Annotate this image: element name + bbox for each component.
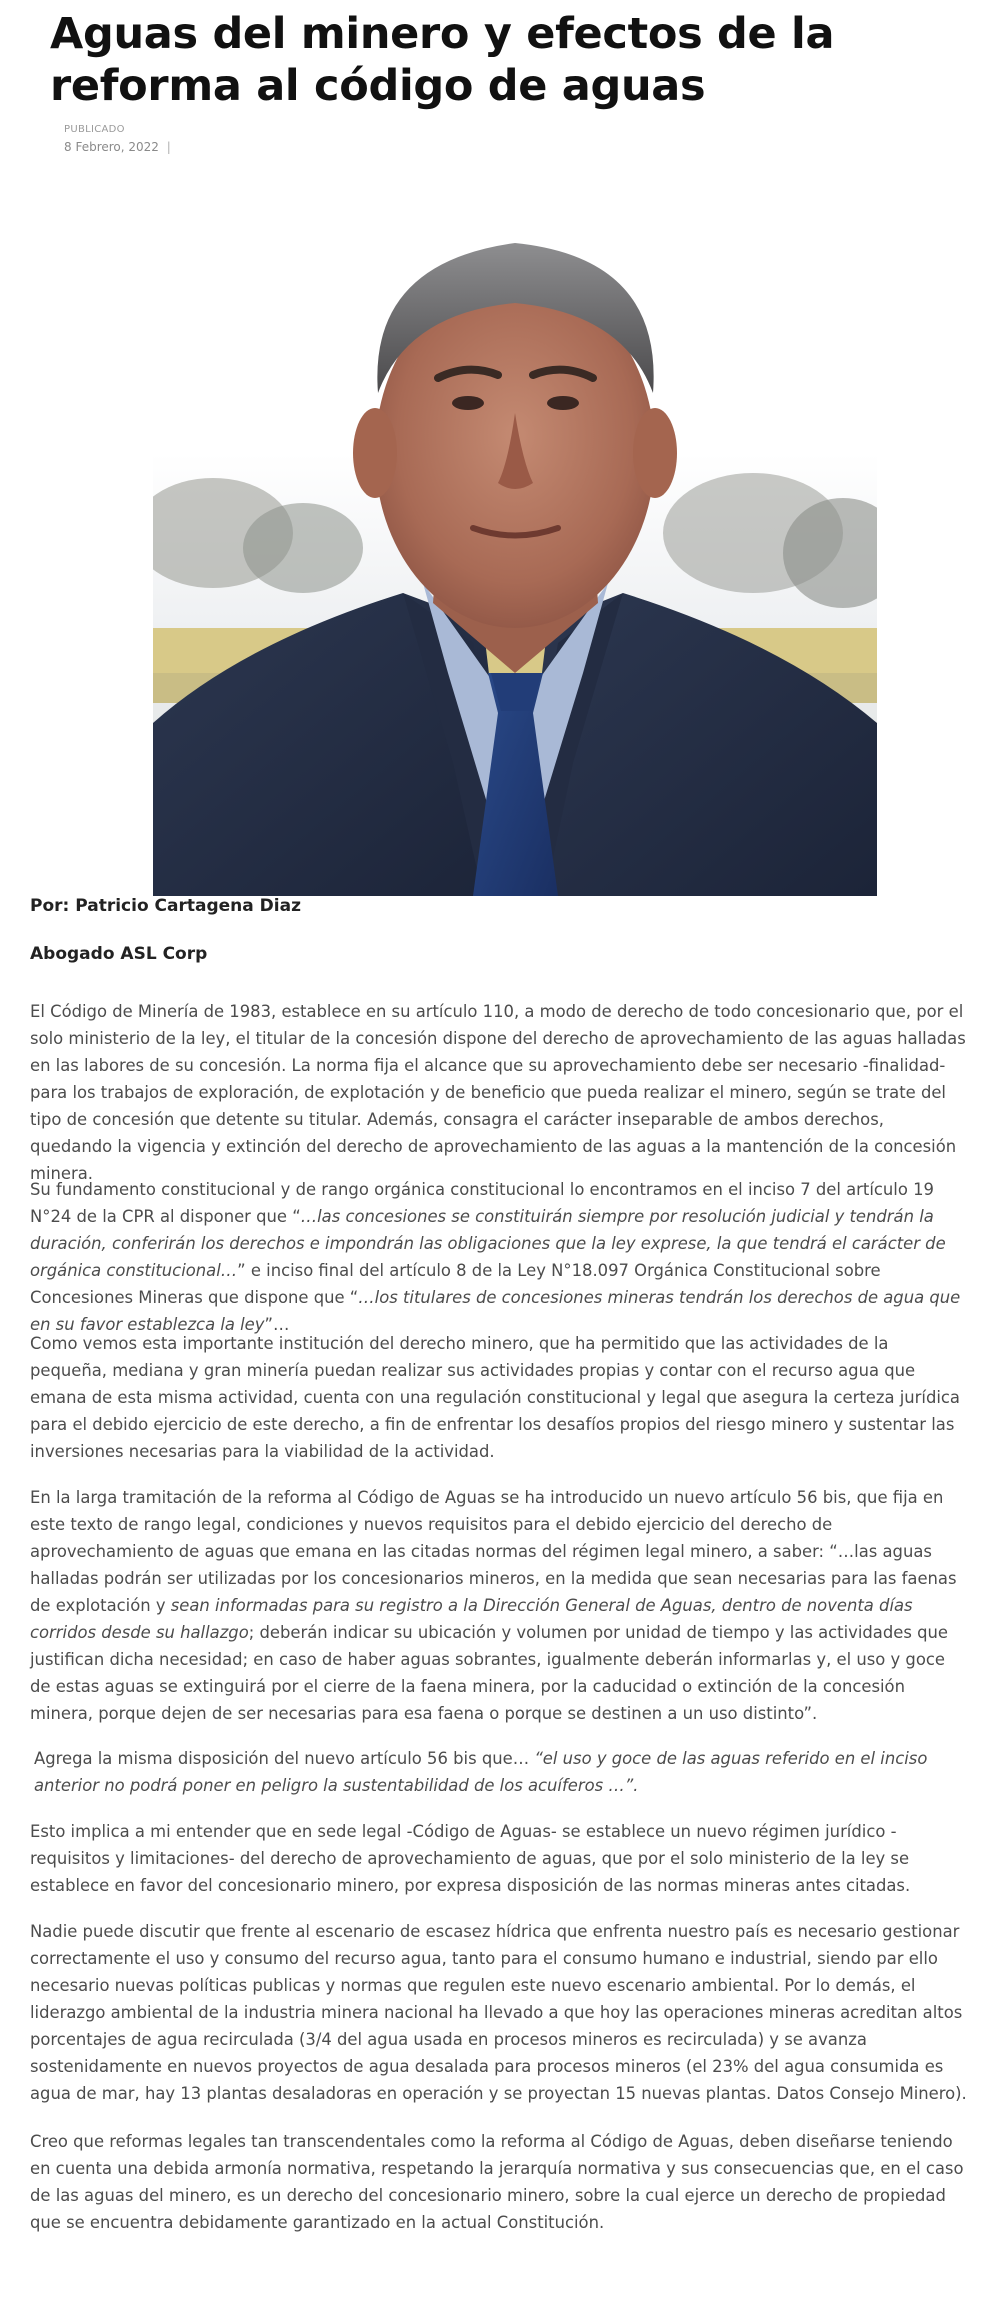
article-title: Aguas del minero y efectos de la reforma al código de aguas <box>50 9 835 111</box>
paragraph-5-quote: “el uso y goce de las aguas referido en el inciso anterior no podrá poner en peligro la sustentabilidad de los acuíferos …”. <box>34 1749 928 1795</box>
paragraph-2-quote-cpr: …las concesiones se constituirán siempre por resolución judicial y tendrán la duración, conferirán los derechos e impondrán las obligaciones que la ley exprese, la que tendrá el carácter de orgánica constitucional… <box>30 1207 946 1280</box>
paragraph-4-text-c: ; deberán indicar su ubicación y volumen por unidad de tiempo y las actividades que justifican dicha necesidad; en caso de haber aguas sobrantes, igualmente deberán informarlas y, el uso y goce de estas aguas se extinguirá por el cierre de la faena minera, por la caducidad o extinción de la concesión minera, porque dejen de ser necesarias para esa faena o porque se destinen a un uso distinto”. <box>30 1623 948 1723</box>
paragraph-2 <box>30 1176 970 1338</box>
author-byline: Por: Patricio Cartagena Diaz <box>30 896 301 916</box>
date-separator: | <box>166 140 171 154</box>
paragraph-4 <box>30 1484 970 1727</box>
paragraph-5 <box>34 1745 974 1799</box>
paragraph-7: Nadie puede discutir que frente al escenario de escasez hídrica que enfrenta nuestro país es necesario gestionar correctamente el uso y consumo del recurso agua, tanto para el consumo humano e industrial, siendo par ello necesario nuevas políticas publicas y normas que regulen este nuevo escenario ambiental. Por lo demás, el liderazgo ambiental de la industria minera nacional ha llevado a que hoy las operaciones mineras acreditan altos porcentajes de agua recirculada (3/4 del agua usada en procesos mineros es recirculada) y se avanza sostenidamente en nuevos proyectos de agua desalada para procesos mineros (el 23% del agua consumida es agua de mar, hay 13 plantas desaladoras en operación y se proyectan 15 nuevas plantas. Datos Consejo Minero). <box>30 1922 967 2103</box>
paragraph-3: Como vemos esta importante institución del derecho minero, que ha permitido que las actividades de la pequeña, mediana y gran minería puedan realizar sus actividades propias y contar con el recurso agua que emana de esta misma actividad, cuenta con una regulación constitucional y legal que asegura la certeza jurídica para el debido ejercicio de este derecho, a fin de enfrentar los desafíos propios del riesgo minero y sustentar las inversiones necesarias para la viabilidad de la actividad. <box>30 1334 960 1461</box>
author-role: Abogado ASL Corp <box>30 944 208 964</box>
paragraph-4-quote: sean informadas para su registro a la Dirección General de Aguas, dentro de noventa días corridos desde su hallazgo <box>30 1596 913 1642</box>
paragraph-1: El Código de Minería de 1983, establece en su artículo 110, a modo de derecho de todo concesionario que, por el solo ministerio de la ley, el titular de la concesión dispone del derecho de aprovechamiento de las aguas halladas en las labores de su concesión. La norma fija el alcance que su aprovechamiento debe ser necesario -finalidad- para los trabajos de exploración, de explotación y de beneficio que pueda realizar el minero, según se trate del tipo de concesión que detente su titular. Además, consagra el carácter inseparable de ambos derechos, quedando la vigencia y extinción del derecho de aprovechamiento de las aguas a la mantención de la concesión minera. <box>30 1002 966 1183</box>
paragraph-6: Esto implica a mi entender que en sede legal -Código de Aguas- se establece un nuevo régimen jurídico -requisitos y limitaciones- del derecho de aprovechamiento de aguas, que por el solo ministerio de la ley se establece en favor del concesionario minero, por expresa disposición de las normas mineras antes citadas. <box>30 1822 911 1895</box>
paragraph-2-text-e: ”… <box>264 1315 290 1334</box>
paragraph-4-text-a: En la larga tramitación de la reforma al Código de Aguas se ha introducido un nuevo artículo 56 bis, que fija en este texto de rango legal, condiciones y nuevos requisitos para el debido ejercicio del derecho de aprovechamiento de aguas que emana en las citadas normas del régimen legal minero, a saber: “…las aguas halladas podrán ser utilizadas por los concesionarios mineros, en la medida que sean necesarias para las faenas de explotación y <box>30 1488 957 1615</box>
paragraph-2-quote-ley: …los titulares de concesiones mineras tendrán los derechos de agua que en su favor establezca la ley <box>30 1288 961 1334</box>
paragraph-5-text: Agrega la misma disposición del nuevo artículo 56 bis que… <box>34 1749 535 1768</box>
paragraph-8: Creo que reformas legales tan transcendentales como la reforma al Código de Aguas, deben diseñarse teniendo en cuenta una debida armonía normativa, respetando la jerarquía normativa y sus consecuencias que, en el caso de las aguas del minero, es un derecho del concesionario minero, sobre la cual ejerce un derecho de propiedad que se encuentra debidamente garantizado en la actual Constitución. <box>30 2132 964 2232</box>
paragraph-2-text-a: Su fundamento constitucional y de rango orgánica constitucional lo encontramos en el inciso 7 del artículo 19 N°24 de la CPR al disponer que “ <box>30 1180 934 1226</box>
published-label: PUBLICADO <box>64 124 125 135</box>
paragraph-2-text-c: ” e inciso final del artículo 8 de la Ley N°18.097 Orgánica Constitucional sobre Concesiones Mineras que dispone que “ <box>30 1261 881 1307</box>
publish-date: 8 Febrero, 2022 <box>64 140 159 154</box>
author-portrait-photo <box>153 203 877 896</box>
publish-date-line <box>64 140 171 154</box>
